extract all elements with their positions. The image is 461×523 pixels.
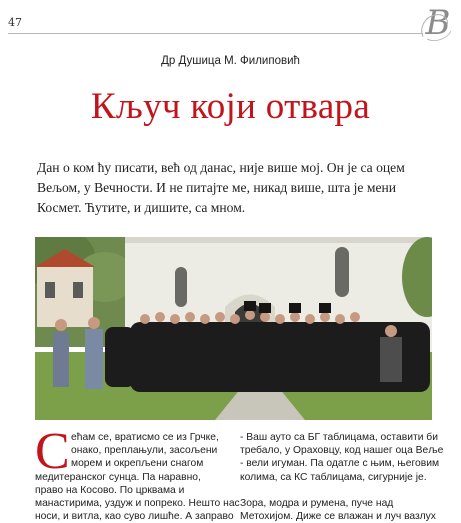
body-line: морем и окрепљени снагом — [71, 458, 204, 470]
body-line: право на Косово. По црквама и — [35, 484, 185, 496]
lead-paragraph — [37, 158, 433, 218]
body-line: колима, са КС таблицама, сигурније је. — [240, 471, 427, 483]
monastery-group-photo — [35, 237, 432, 420]
body-line: носи, и витла, као суво лишће. А заправо — [35, 511, 234, 523]
ornament-swirl-icon — [417, 3, 457, 43]
body-line: Метохијом. Диже се влажан и луч вазлух — [240, 511, 436, 523]
section-initial-ornament — [423, 3, 453, 43]
body-line: онако, преплањули, засољени — [71, 445, 218, 457]
body-line: - Ваш ауто са БГ таблицама, оставити би — [240, 432, 438, 443]
body-line: требало, у Ораховцу, код нашег оца Веље — [240, 445, 444, 457]
lead-line: Дан о ком ћу писати, већ од данас, није више мој. Он је са оцем — [37, 160, 405, 175]
page-number: 47 — [8, 16, 22, 29]
body-line: Зора, модра и румена, пуче над — [240, 498, 394, 510]
lead-line: Космет. Ћутите, и дишите, са мном. — [37, 200, 246, 215]
header-rule — [8, 33, 423, 34]
body-line: манастирима, уздуж и попреко. Нешто нас — [35, 498, 240, 510]
author-byline: Др Душица М. Филиповић — [161, 55, 300, 67]
body-line — [240, 484, 433, 497]
section-initial-letter: В — [425, 3, 451, 43]
body-line: - вели игуман. Па одатле с њим, његовим — [240, 458, 440, 470]
lead-line: Вељом, у Вечности. И не питајте ме, никад више, шта је мени — [37, 180, 397, 195]
body-column-right — [240, 431, 444, 523]
article-title: Кључ који отвара — [90, 86, 371, 127]
body-column-left — [35, 423, 240, 523]
body-line: ећам се, вратисмо се из Грчке, — [71, 432, 219, 443]
body-line: медитеранског сунца. Па наравно, — [35, 471, 201, 483]
group-photo — [35, 237, 432, 420]
drop-cap: С — [35, 423, 70, 480]
